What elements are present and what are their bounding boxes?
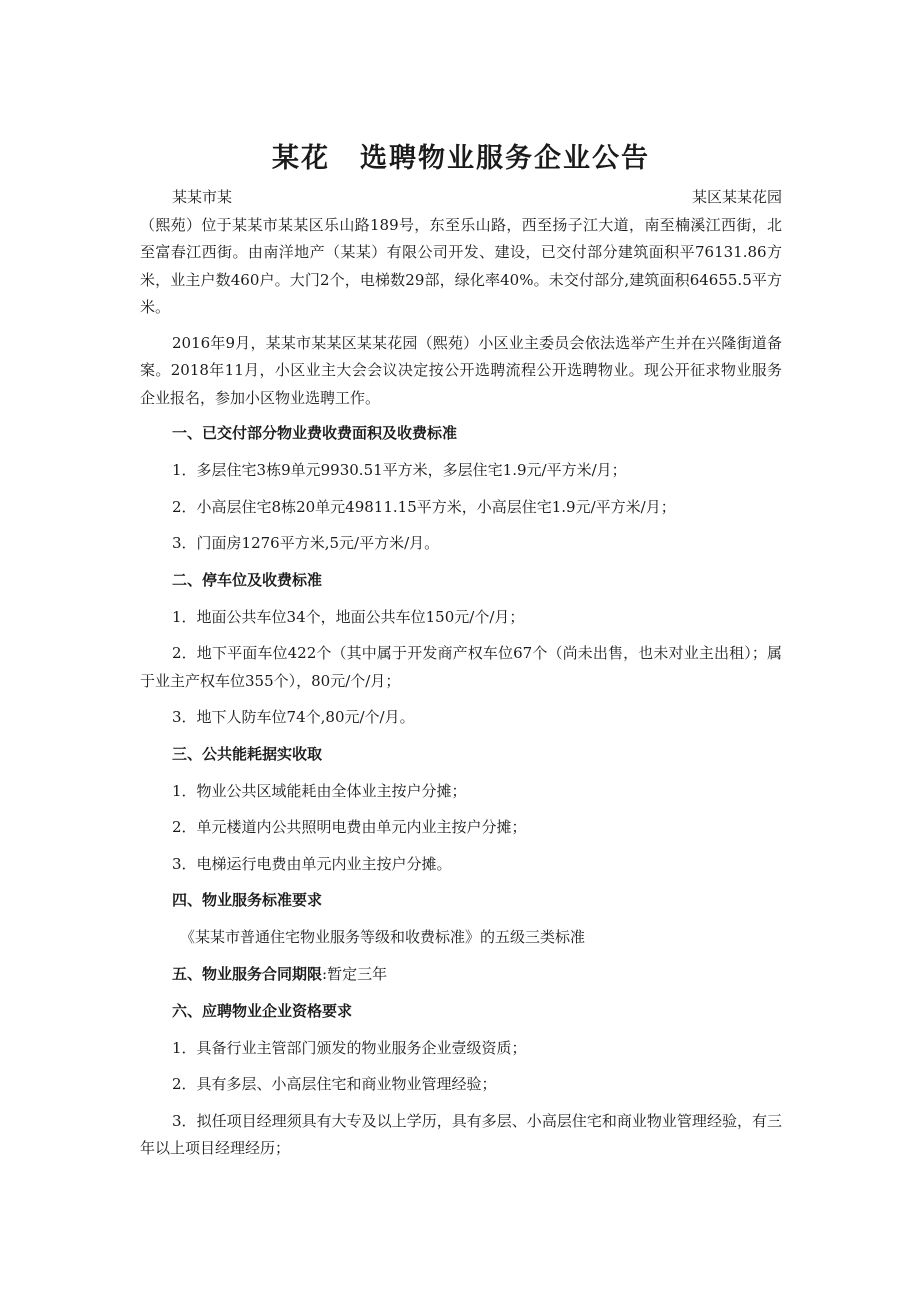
section-1-item-1: 1．多层住宅3栋9单元9930.51平方米，多层住宅1.9元/平方米/月； <box>172 461 627 479</box>
section-3-item-2: 2．单元楼道内公共照明电费由单元内业主按户分摊； <box>172 818 527 836</box>
section-2-item-3: 3．地下人防车位74个,80元/个/月。 <box>172 708 415 726</box>
section-5-term: :暂定三年 <box>322 964 388 983</box>
section-3-heading: 三、公共能耗据实收取 <box>172 744 323 763</box>
title-part1: 某花 <box>272 143 330 174</box>
section-6-heading: 六、应聘物业企业资格要求 <box>172 1001 353 1020</box>
intro-lead-left: 某某市某 <box>172 188 233 206</box>
section-2-heading: 二、停车位及收费标准 <box>172 570 323 589</box>
paragraph-2: 2016年9月，某某市某某区某某花园（熙苑）小区业主委员会依法选举产生并在兴隆街道备案。2018年11月，小区业主大会会议决定按公开选聘流程公开选聘物业。现公开征求物业服务企业报名，参加小区物业选聘工作。 <box>140 333 782 407</box>
section-6-item-2: 2．具有多层、小高层住宅和商业物业管理经验； <box>172 1075 497 1093</box>
section-2-item-2: 2．地下平面车位422个（其中属于开发商产权车位67个（尚未出售，也未对业主出租）；属于业主产权车位355个），80元/个/月； <box>140 644 782 690</box>
section-5-heading <box>140 961 782 988</box>
document-title <box>140 140 782 178</box>
section-1-heading: 一、已交付部分物业费收费面积及收费标准 <box>172 424 458 442</box>
intro-paragraph: （熙苑）位于某某市某某区乐山路189号，东至乐山路，西至扬子江大道，南至楠溪江西街，北至富春江西街。由南洋地产（某某）有限公司开发、建设，已交付部分建筑面积平76131.86方米，业主户数460户。大门2个，电梯数29部，绿化率40%。未交付部分,建筑面积64655.5平方米。 <box>140 215 782 316</box>
section-2-item-1: 1．地面公共车位34个，地面公共车位150元/个/月； <box>172 607 525 626</box>
section-3-item-3: 3．电梯运行电费由单元内业主按户分摊。 <box>172 854 452 873</box>
section-1-item-2: 2．小高层住宅8栋20单元49811.15平方米，小高层住宅1.9元/平方米/月； <box>172 497 676 516</box>
section-4-heading: 四、物业服务标准要求 <box>172 891 323 909</box>
document-page <box>140 140 782 1172</box>
section-6-item-1: 1．具备行业主管部门颁发的物业服务企业壹级资质； <box>172 1038 527 1057</box>
section-5-heading-label: 五、物业服务合同期限 <box>172 964 323 983</box>
section-4-text: 《某某市普通住宅物业服务等级和收费标准》的五级三类标准 <box>180 928 586 946</box>
intro-first-line <box>140 184 782 212</box>
section-3-item-1: 1．物业公共区域能耗由全体业主按户分摊； <box>172 781 467 800</box>
section-1-item-3: 3．门面房1276平方米,5元/平方米/月。 <box>172 534 440 552</box>
section-6-item-3: 3．拟任项目经理须具有大专及以上学历，具有多层、小高层住宅和商业物业管理经验，有三年以上项目经理经历； <box>140 1111 782 1157</box>
title-part2: 选聘物业服务企业公告 <box>360 143 650 174</box>
intro-lead-right: 某区某某花园 <box>691 188 782 206</box>
